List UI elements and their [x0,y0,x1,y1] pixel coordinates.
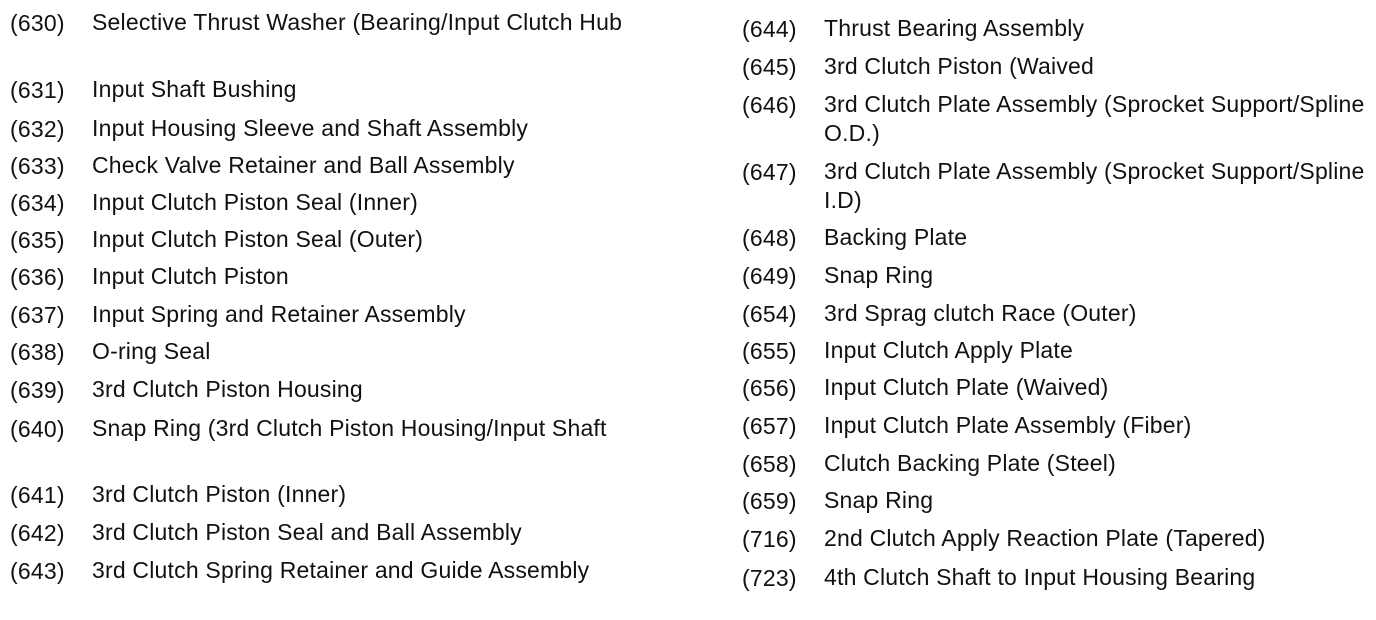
part-description: Selective Thrust Washer (Bearing/Input Clutch Hub [92,9,623,35]
list-item [742,449,1376,479]
part-description: 3rd Clutch Plate Assembly (Sprocket Support/Spline O.D.) [824,91,1365,146]
list-item [742,90,1376,148]
list-item [10,480,652,510]
part-number: (644) [742,16,797,42]
part-description: 3rd Clutch Piston Housing [92,376,363,402]
part-number: (641) [10,482,65,508]
part-description: Input Clutch Plate (Waived) [824,374,1109,400]
part-description: Input Clutch Apply Plate [824,337,1074,363]
part-number: (638) [10,339,65,365]
part-number: (648) [742,225,797,251]
list-item [742,336,1376,366]
part-description: 3rd Clutch Piston (Waived [824,53,1095,79]
list-item [742,52,1376,82]
part-description: Input Spring and Retainer Assembly [92,301,466,327]
part-number: (630) [10,10,65,36]
list-item [10,262,652,292]
part-number: (636) [10,264,65,290]
part-description: 3rd Clutch Spring Retainer and Guide Assembly [92,557,590,583]
part-description: Snap Ring (3rd Clutch Piston Housing/Input Shaft [92,415,607,441]
list-item [10,556,652,586]
part-description: Thrust Bearing Assembly [824,15,1085,41]
list-item [10,414,652,444]
part-number: (656) [742,375,797,401]
list-item [10,300,652,330]
part-number: (639) [10,377,65,403]
part-number: (642) [10,520,65,546]
part-description: 2nd Clutch Apply Reaction Plate (Tapered) [824,525,1266,551]
part-number: (647) [742,159,797,185]
part-description: Check Valve Retainer and Ball Assembly [92,152,515,178]
part-number: (645) [742,54,797,80]
part-description: Clutch Backing Plate (Steel) [824,450,1116,476]
list-item [10,114,652,144]
part-number: (633) [10,153,65,179]
part-description: Input Clutch Piston Seal (Outer) [92,226,424,252]
list-item [10,225,652,255]
part-number: (637) [10,302,65,328]
part-description: 4th Clutch Shaft to Input Housing Bearing [824,564,1256,590]
list-item [742,373,1376,403]
part-number: (723) [742,565,797,591]
list-item [742,563,1376,593]
list-item [742,14,1376,44]
part-description: Input Clutch Piston Seal (Inner) [92,189,419,215]
part-description: Input Shaft Bushing [92,76,297,102]
part-number: (634) [10,190,65,216]
part-number: (646) [742,92,797,118]
list-item [10,188,652,218]
part-number: (631) [10,77,65,103]
list-item [10,8,652,38]
part-number: (716) [742,526,797,552]
part-description: Input Housing Sleeve and Shaft Assembly [92,115,529,141]
part-description: O-ring Seal [92,338,211,364]
part-description: 3rd Clutch Piston (Inner) [92,481,347,507]
part-number: (649) [742,263,797,289]
part-number: (640) [10,416,65,442]
list-item [742,261,1376,291]
list-item [742,157,1376,215]
list-item [10,518,652,548]
list-item [742,524,1376,554]
part-description: Snap Ring [824,262,934,288]
part-number: (643) [10,558,65,584]
part-number: (655) [742,338,797,364]
list-item [742,486,1376,516]
list-item [10,75,652,105]
list-item [742,299,1376,329]
part-number: (659) [742,488,797,514]
part-description: 3rd Clutch Plate Assembly (Sprocket Support/Spline I.D) [824,158,1365,213]
list-item [10,337,652,367]
part-number: (658) [742,451,797,477]
list-item [742,223,1376,253]
part-description: Snap Ring [824,487,934,513]
part-number: (657) [742,413,797,439]
list-item [10,375,652,405]
part-number: (632) [10,116,65,142]
part-description: Input Clutch Plate Assembly (Fiber) [824,412,1192,438]
part-description: 3rd Sprag clutch Race (Outer) [824,300,1137,326]
part-description: Backing Plate [824,224,968,250]
part-description: 3rd Clutch Piston Seal and Ball Assembly [92,519,522,545]
part-description: Input Clutch Piston [92,263,289,289]
part-number: (635) [10,227,65,253]
list-item [742,411,1376,441]
part-number: (654) [742,301,797,327]
list-item [10,151,652,181]
